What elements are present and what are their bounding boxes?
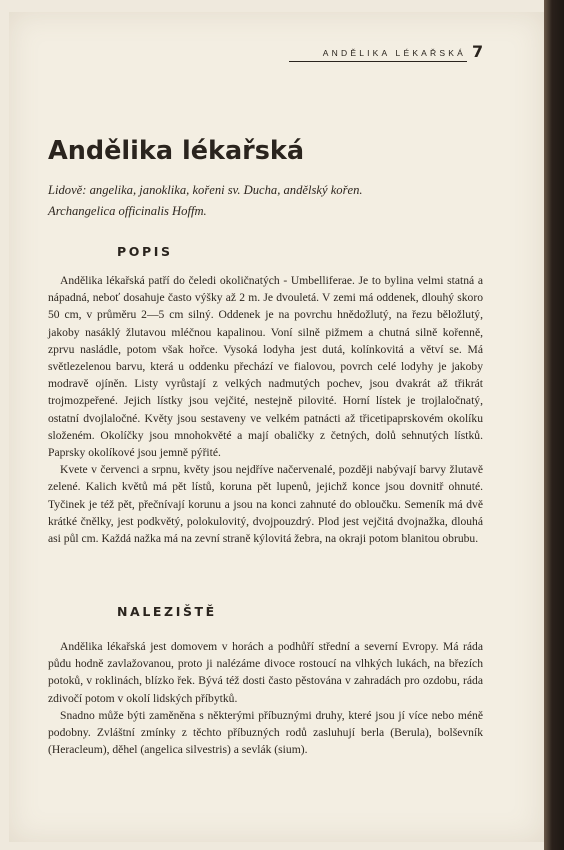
book-edge-shadow xyxy=(544,0,564,850)
header-rule xyxy=(289,61,467,62)
paragraph: Andělika lékařská patří do čeledi okoličnatých - Umbelliferae. Je to bylina velmi statná a nápadná, neboť dosahuje často výšky až 2 m. Je dvouletá. V zemi má oddenek, dlouhý skoro 50 cm, v průměru 2—5 cm silný. Oddenek je na povrchu hnědožlutý, na řezu běložlutý, jakoby nasáklý žlutavou mléčnou kapalinou. Voní silně pižmem a chutná silně kořenně, zprvu nasládle, potom však hořce. Vysoká lodyha jest dutá, kolínkovitá a větví se. Má světlezelenou barvu, která u oddenku přechází ve fialovou, povrch celé lodyhy je jakoby modravě ojíněn. Listy vyrůstají z velkých nadmutých pochev, jsou dvakrát až třikrát trojmozpeřené. Jejich lístky jsou vejčité, nestejně pilovité. Horní lístek je trojlaločnatý, ostatní dvojlaločné. Květy jsou sestaveny ve velkém patnácti až třicetipaprskovém okolíku složeném. Okolíčky jsou mnohokvěté a mají obaličky z četných, dolů sehnutých lístků. Paprsky okolíkové jsou jemně pýřité. xyxy=(48,274,483,460)
paragraph: Kvete v červenci a srpnu, květy jsou nejdříve načervenalé, později nabývají barvy žlutavě zelené. Kalich květů má pět lístů, koruna pět lupenů, jejichž konce jsou dovnitř ohnuté. Tyčinek je též pět, přečnívají korunu a jsou na konci zahnuté do oblоučku. Semeník má dvě krátké čnělky, jest podkvětý, polokulovitý, dvojpouzdrý. Plod jest vejčitá dvojnažka, dlouhá asi půl cm. Každá nažka má na zevní straně kýlovitá žebra, na okraji potom blanitou obrubu. xyxy=(48,463,483,546)
section-body-naleziste xyxy=(48,638,483,758)
section-heading-popis: POPIS xyxy=(117,244,173,259)
latin-name-line: Archangelica officinalis Hoffm. xyxy=(48,204,207,218)
common-names xyxy=(48,180,498,222)
section-body-popis xyxy=(48,272,483,547)
folk-names-line: Lidově: angelika, janoklika, kořeni sv. Ducha, andělský kořen. xyxy=(48,183,363,197)
running-header: ANDĚLIKA LÉKAŘSKÁ xyxy=(322,48,466,58)
paragraph: Andělika lékařská jest domovem v horách a podhůří střední a severní Evropy. Má ráda půdu hodně zavlažovanou, proto ji nalézáme divoce rostoucí na vlhkých lukách, na březích potoků, v roklinách, blízko řek. Bývá též dosti často pěstována v zahradách pro ozdobu, ráda zdivočí potom v okolí lidských příbytků. xyxy=(48,640,483,705)
page-number: 7 xyxy=(472,42,484,61)
section-heading-naleziste: NALEZIŠTĚ xyxy=(117,604,217,619)
paragraph: Snadno může býti zaměněna s některými příbuznými druhy, které jsou jí více nebo méně podobny. Zvláštní zmínky z těchto příbuzných rodů zasluhují berla (Berula), bolševník (Heracleum), děhel (angelica silvestris) a sevlák (sium). xyxy=(48,708,483,757)
page-title: Andělika lékařská xyxy=(48,136,305,166)
